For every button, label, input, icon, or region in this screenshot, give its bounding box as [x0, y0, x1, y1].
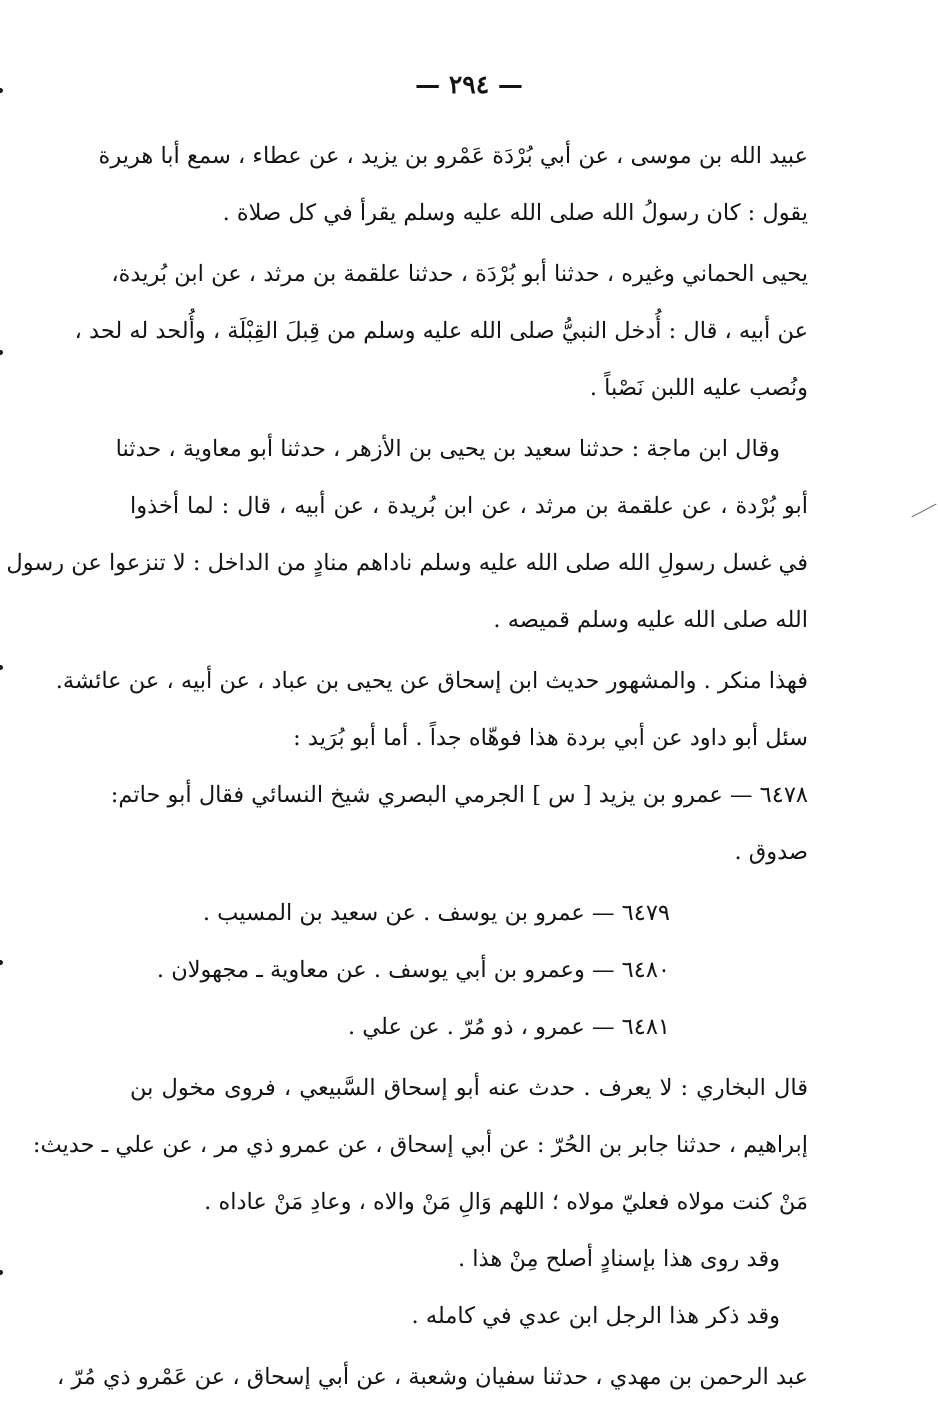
- text-line: مَنْ كنت مولاه فعليّ مولاه ؛ اللهم وَالِ مَنْ والاه ، وعادِ مَنْ عاداه .: [204, 1189, 808, 1215]
- scan-mark: [0, 960, 3, 965]
- scan-mark: [0, 665, 3, 670]
- text-line: أبو بُرْدة ، عن علقمة بن مرثد ، عن ابن بُريدة ، عن أبيه ، قال : لما أخذوا: [130, 493, 808, 519]
- page-number: — ٢٩٤ —: [415, 70, 523, 99]
- scan-mark: [911, 503, 936, 517]
- text-line: الله صلى الله عليه وسلم قميصه .: [493, 607, 808, 633]
- text-line: عن أبيه ، قال : أُدخل النبيُّ صلى الله عليه وسلم من قِبلَ القِبْلَة ، وأُلحد له لحد ،: [74, 318, 808, 344]
- text-line: فهذا منكر . والمشهور حديث ابن إسحاق عن يحيى بن عباد ، عن أبيه ، عن عائشة.: [55, 668, 808, 694]
- text-line: سئل أبو داود عن أبي بردة هذا فوهّاه جداً . أما أبو بُرَيد :: [293, 725, 808, 751]
- text-line: عبد الرحمن بن مهدي ، حدثنا سفيان وشعبة ، عن أبي إسحاق ، عن عَمْرو ذي مُرّ ،: [56, 1364, 808, 1390]
- entry-6480: ٦٤٨٠ — وعمرو بن أبي يوسف . عن معاوية ـ مجهولان .: [156, 957, 670, 983]
- text-line: عبيد الله بن موسى ، عن أبي بُرْدَة عَمْرو بن يزيد ، عن عطاء ، سمع أبا هريرة: [98, 143, 808, 169]
- text-line: صدوق .: [734, 839, 808, 865]
- text-line: في غسل رسولِ الله صلى الله عليه وسلم ناداهم منادٍ من الداخل : لا تنزعوا عن رسول: [6, 550, 808, 576]
- text-line: يقول : كان رسولُ الله صلى الله عليه وسلم يقرأ في كل صلاة .: [222, 200, 808, 226]
- text-line: قال البخاري : لا يعرف . حدث عنه أبو إسحاق السَّبيعي ، فروى مخول بن: [130, 1075, 808, 1101]
- text-line: يحيى الحماني وغيره ، حدثنا أبو بُرْدَة ، حدثنا علقمة بن مرثد ، عن ابن بُريدة،: [111, 261, 808, 287]
- text-line: وقال ابن ماجة : حدثنا سعيد بن يحيى بن الأزهر ، حدثنا أبو معاوية ، حدثنا: [115, 436, 780, 462]
- entry-6481: ٦٤٨١ — عمرو ، ذو مُرّ . عن علي .: [347, 1014, 670, 1040]
- scan-mark: [0, 1270, 3, 1275]
- text-line: وقد روى هذا بإسنادٍ أصلح مِنْ هذا .: [458, 1246, 780, 1272]
- text-line: إبراهيم ، حدثنا جابر بن الحُرّ : عن أبي إسحاق ، عن عمرو ذي مر ، عن علي ـ حديث:: [32, 1132, 808, 1158]
- text-line: وقد ذكر هذا الرجل ابن عدي في كامله .: [411, 1303, 780, 1329]
- page-body: [6, 128, 808, 1406]
- text-line: ونُصب عليه اللبن نَصْباً .: [589, 375, 808, 401]
- entry-6479: ٦٤٧٩ — عمرو بن يوسف . عن سعيد بن المسيب .: [202, 900, 670, 926]
- entry-6478: ٦٤٧٨ — عمرو بن يزيد [ س ] الجرمي البصري شيخ النسائي فقال أبو حاتم:: [110, 782, 808, 808]
- scan-mark: [0, 350, 3, 355]
